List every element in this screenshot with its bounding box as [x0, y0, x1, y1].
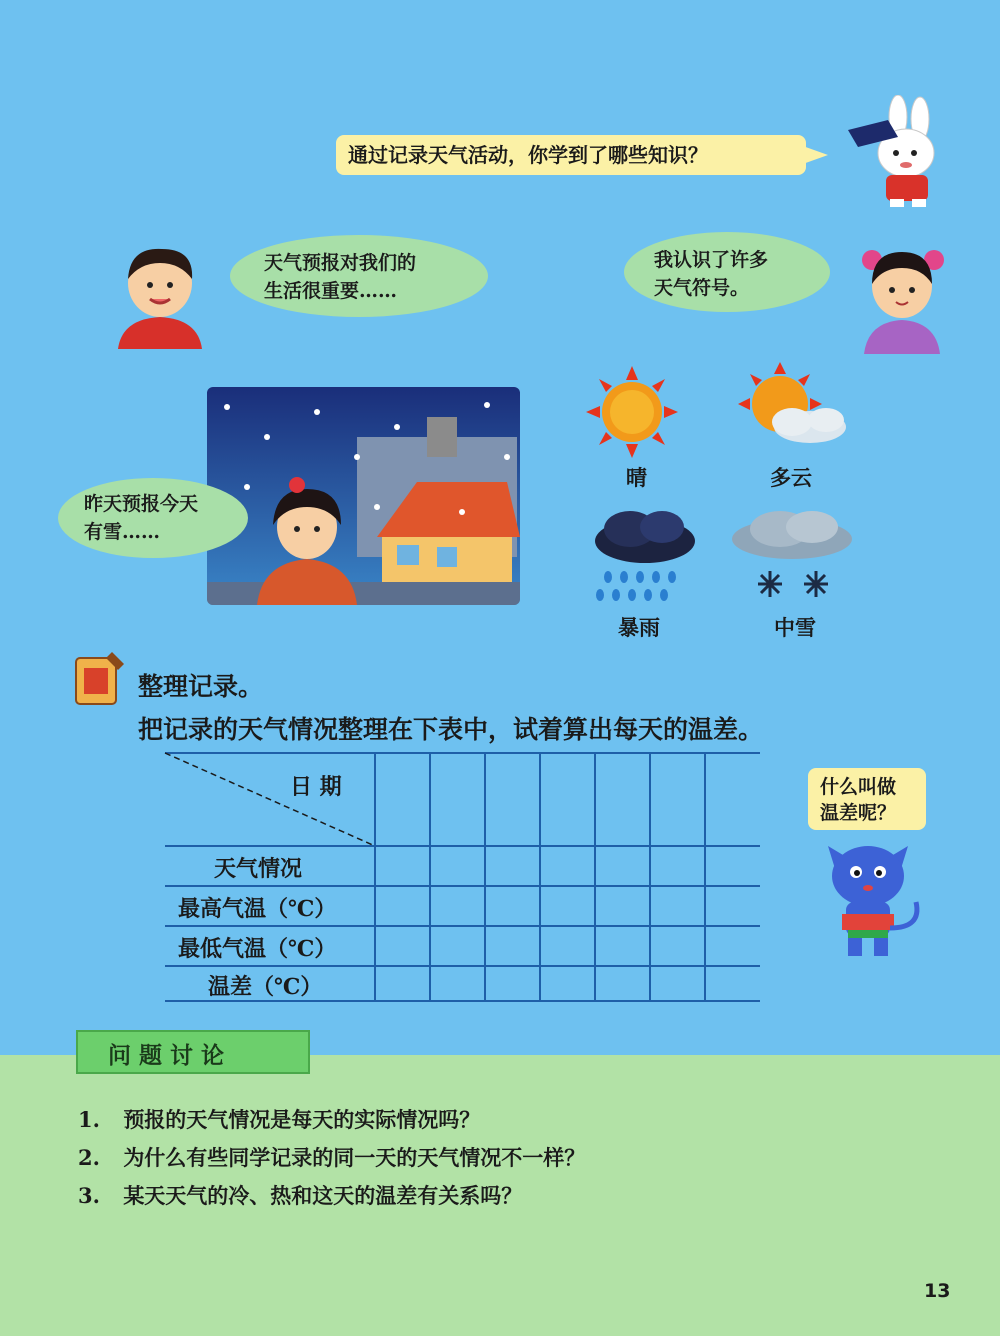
snow-girl-speech-line2: 有雪…… — [84, 521, 161, 543]
snowy-house-illustration — [207, 387, 520, 605]
girl-speech-line1: 我认识了许多 — [654, 249, 769, 271]
partly-cloudy-label: 多云 — [770, 465, 812, 490]
boy-speech-line1: 天气预报对我们的 — [264, 252, 417, 274]
snowy-night-scene — [207, 387, 520, 605]
girl-speech-bubble — [624, 232, 830, 312]
partly-cloudy-icon — [730, 362, 860, 457]
rabbit-speech-text: 通过记录天气活动，你学到了哪些知识？ — [348, 143, 708, 167]
table-row-weather: 天气情况 — [214, 856, 303, 882]
moderate-snow-icon — [728, 505, 858, 605]
rainstorm-icon — [590, 505, 700, 610]
sunny-icon — [580, 365, 685, 460]
table-row-temp-diff: 温差（℃） — [208, 974, 323, 1000]
boy-speech-bubble — [230, 235, 488, 317]
question-1-text: 预报的天气情况是每天的实际情况吗？ — [123, 1107, 481, 1132]
sunny-label: 晴 — [626, 465, 647, 490]
question-1-number: 1. — [78, 1107, 100, 1132]
notebook-task-icon — [72, 648, 130, 710]
cat-speech-bubble — [808, 768, 926, 830]
rabbit-speech-bubble — [336, 135, 806, 175]
girl-illustration — [852, 240, 952, 355]
boy-illustration — [110, 245, 210, 350]
question-3 — [78, 1180, 522, 1210]
blue-cat-illustration — [818, 838, 928, 963]
girl-speech-line2: 天气符号。 — [654, 277, 750, 299]
cat-speech-line1: 什么叫做 — [820, 776, 897, 798]
question-2 — [78, 1142, 585, 1172]
rainstorm-label: 暴雨 — [618, 615, 660, 640]
question-3-text: 某天天气的冷、热和这天的温差有关系吗？ — [123, 1183, 523, 1208]
boy-speech-line2: 生活很重要…… — [264, 280, 398, 302]
question-2-number: 2. — [78, 1145, 100, 1170]
snow-girl-speech-line1: 昨天预报今天 — [84, 493, 199, 515]
discussion-heading: 问 题 讨 论 — [108, 1042, 225, 1069]
task-title: 整理记录。 — [138, 672, 264, 701]
task-instruction: 把记录的天气情况整理在下表中，试着算出每天的温差。 — [138, 715, 764, 744]
bubble-tail — [800, 145, 830, 165]
cat-speech-line2: 温差呢？ — [820, 802, 897, 824]
question-2-text: 为什么有些同学记录的同一天的天气情况不一样？ — [123, 1145, 586, 1170]
page-number: 13 — [924, 1280, 951, 1302]
question-1 — [78, 1104, 480, 1134]
table-row-min-temp: 最低气温（℃） — [178, 936, 337, 962]
question-3-number: 3. — [78, 1183, 100, 1208]
table-date-header: 日 期 — [290, 774, 342, 800]
table-row-max-temp: 最高气温（℃） — [178, 896, 337, 922]
moderate-snow-label: 中雪 — [774, 615, 816, 640]
rabbit-teacher-illustration — [840, 95, 950, 210]
snow-girl-speech-bubble — [58, 478, 248, 558]
